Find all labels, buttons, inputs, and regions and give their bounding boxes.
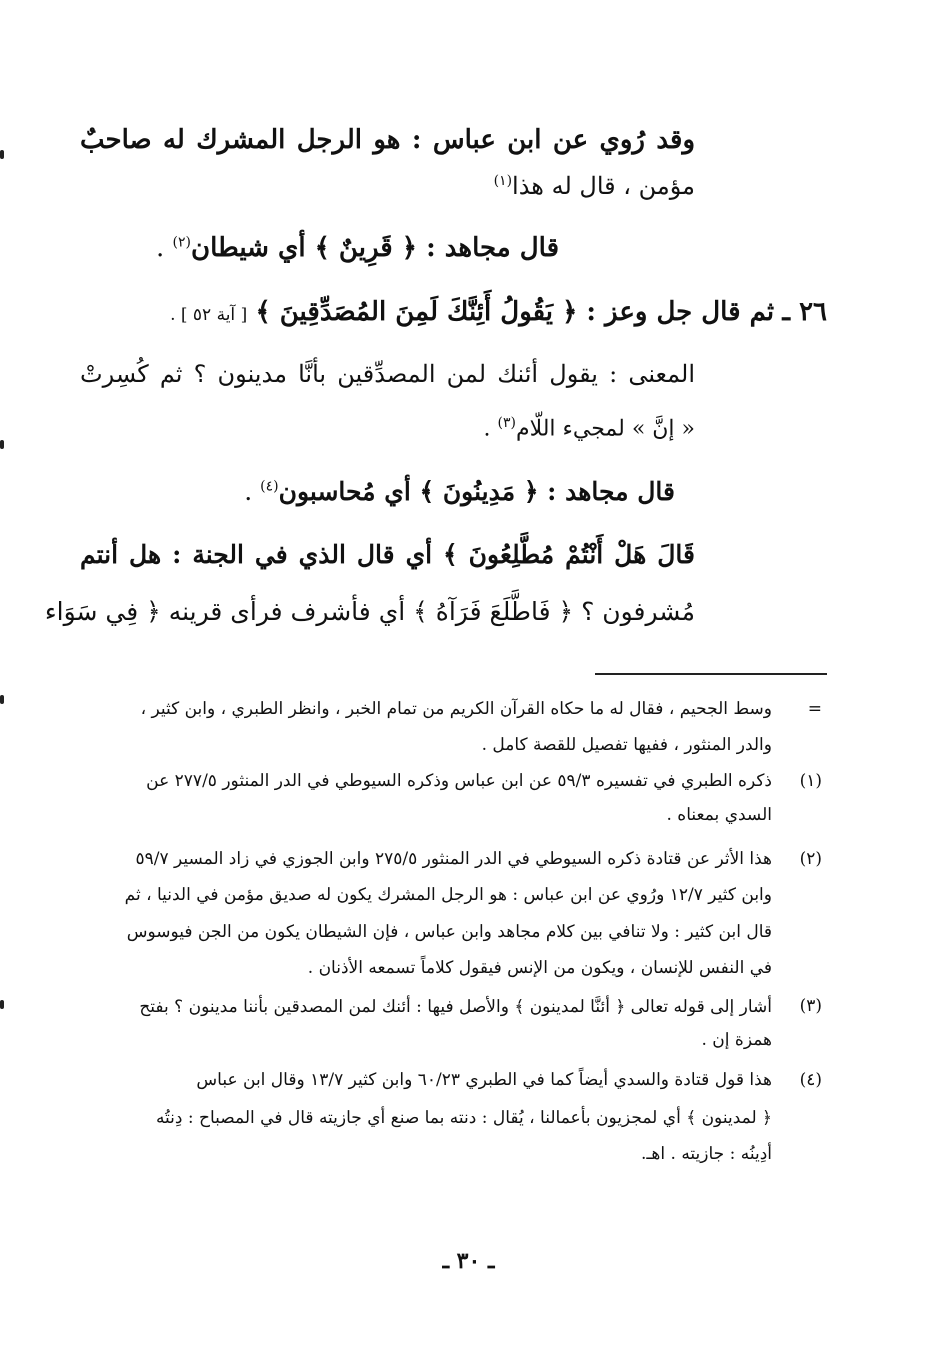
body-text: قَالَ هَلْ أَنْتُمْ مُطَّلِعُونَ ﴾ أي قال الذي في الجنة : هل أنتم xyxy=(80,540,695,569)
body-text: ثم قال جل وعز : ﴿ يَقُولُ أَئِنَّكَ لَمِنَ المُصَدِّقِينَ ﴾ xyxy=(255,297,775,327)
page-number: ـ ٣٠ ـ xyxy=(442,1248,495,1274)
footnote-ref: (٢) xyxy=(172,234,191,251)
footnote-text: هذا قول قتادة والسدي أيضاً كما في الطبري ٦٠/٢٣ وابن كثير ١٣/٧ وقال ابن عباس xyxy=(196,1070,772,1090)
body-text: المعنى : يقول أئنك لمن المصدِّقين بأنَّا مدينون ؟ ثم كُسِرتْ xyxy=(80,360,695,388)
footnote-text: ذكره الطبري في تفسيره ٥٩/٣ عن ابن عباس وذكره السيوطي في الدر المنثور ٢٧٧/٥ عن xyxy=(146,771,772,791)
footnote-text: والدر المنثور ، ففيها تفصيل للقصة كامل . xyxy=(481,735,772,755)
footnote-ref: (٤) xyxy=(260,478,279,495)
footnote-text: ﴿ لمدينون ﴾ أي لمجزيون بأعمالنا ، يُقال : دنته بما صنع أي جازيته قال في المصباح : دِنتُه xyxy=(155,1108,772,1128)
verse-number: ٢٦ ـ xyxy=(782,297,827,327)
body-text: مؤمن ، قال له هذا xyxy=(512,172,695,200)
body-line-4 xyxy=(95,297,827,327)
verse-reference: [ آية ٥٢ ] . xyxy=(170,305,248,325)
margin-mark xyxy=(0,1000,4,1009)
body-line-3 xyxy=(80,233,695,263)
footnote-text: وسط الجحيم ، فقال له ما حكاه القرآن الكريم من تمام الخبر ، وانظر الطبري ، وابن كثير ، xyxy=(140,699,772,719)
margin-mark xyxy=(0,695,4,704)
body-text: قال مجاهد : ﴿ قَرِينٌ ﴾ أي شيطان xyxy=(190,233,559,263)
footnote-text: أشار إلى قوله تعالى ﴿ أئنَّا لمدينون ﴾ والأصل فيها : أئنك لمن المصدقين بأننا مدينون ؟ بفتح xyxy=(139,997,772,1017)
body-text: « إنَّ » لمجيء اللّام xyxy=(515,416,695,442)
footnote-text: همزة إن . xyxy=(701,1030,772,1050)
footnote-ref: (٣) xyxy=(497,415,516,431)
footnote-number: (٢) xyxy=(799,849,822,869)
body-line-1 xyxy=(80,125,695,155)
margin-mark xyxy=(0,440,4,449)
body-line-6 xyxy=(80,415,695,441)
body-text: قال مجاهد : ﴿ مَدِينُونَ ﴾ أي مُحاسبون xyxy=(278,477,675,506)
footnote-number: (٤) xyxy=(799,1070,822,1090)
footnote-text: في النفس للإنسان ، ويكون من الإنس فيقول كلاماً تسمعه الأذنان . xyxy=(307,958,772,978)
body-line-8 xyxy=(80,540,695,569)
footnote-text: أدِينُه : جازيته . اهـ. xyxy=(641,1144,772,1164)
body-line-9 xyxy=(44,597,695,626)
body-text: وقد رُوي عن ابن عباس : هو الرجل المشرك له صاحبٌ xyxy=(80,125,695,155)
body-text: . xyxy=(244,477,261,506)
body-text: . xyxy=(483,416,498,442)
body-line-5 xyxy=(80,360,695,388)
body-line-2 xyxy=(80,172,695,200)
footnote-ref: (١) xyxy=(493,173,513,189)
footnote-text: وابن كثير ١٢/٧ ورُوي عن ابن عباس : هو الرجل المشرك يكون له صديق مؤمن في الدنيا ، ثم xyxy=(124,885,772,905)
continuation-mark: = xyxy=(807,699,822,719)
footnote-text: السدي بمعناه . xyxy=(666,805,772,825)
body-text: مُشرفون ؟ ﴿ فَاطَّلَعَ فَرَآهُ ﴾ أي فأشرف فرأى قرينه ﴿ فِي سَوَاء xyxy=(44,597,695,626)
footnote-text: هذا الأثر عن قتادة ذكره السيوطي في الدر المنثور ٢٧٥/٥ وابن الجوزي في زاد المسير ٥٩/٧ xyxy=(135,849,772,869)
body-text: . xyxy=(155,233,173,263)
footnote-text: قال ابن كثير : ولا تنافي بين كلام مجاهد وابن عباس ، فإن الشيطان يكون من الجن فيوسوس xyxy=(126,922,772,942)
footnote-number: (٣) xyxy=(799,996,822,1016)
footnote-number: (١) xyxy=(799,771,822,791)
margin-mark xyxy=(0,150,4,159)
footnote-separator xyxy=(595,673,827,675)
body-line-7 xyxy=(80,477,695,506)
